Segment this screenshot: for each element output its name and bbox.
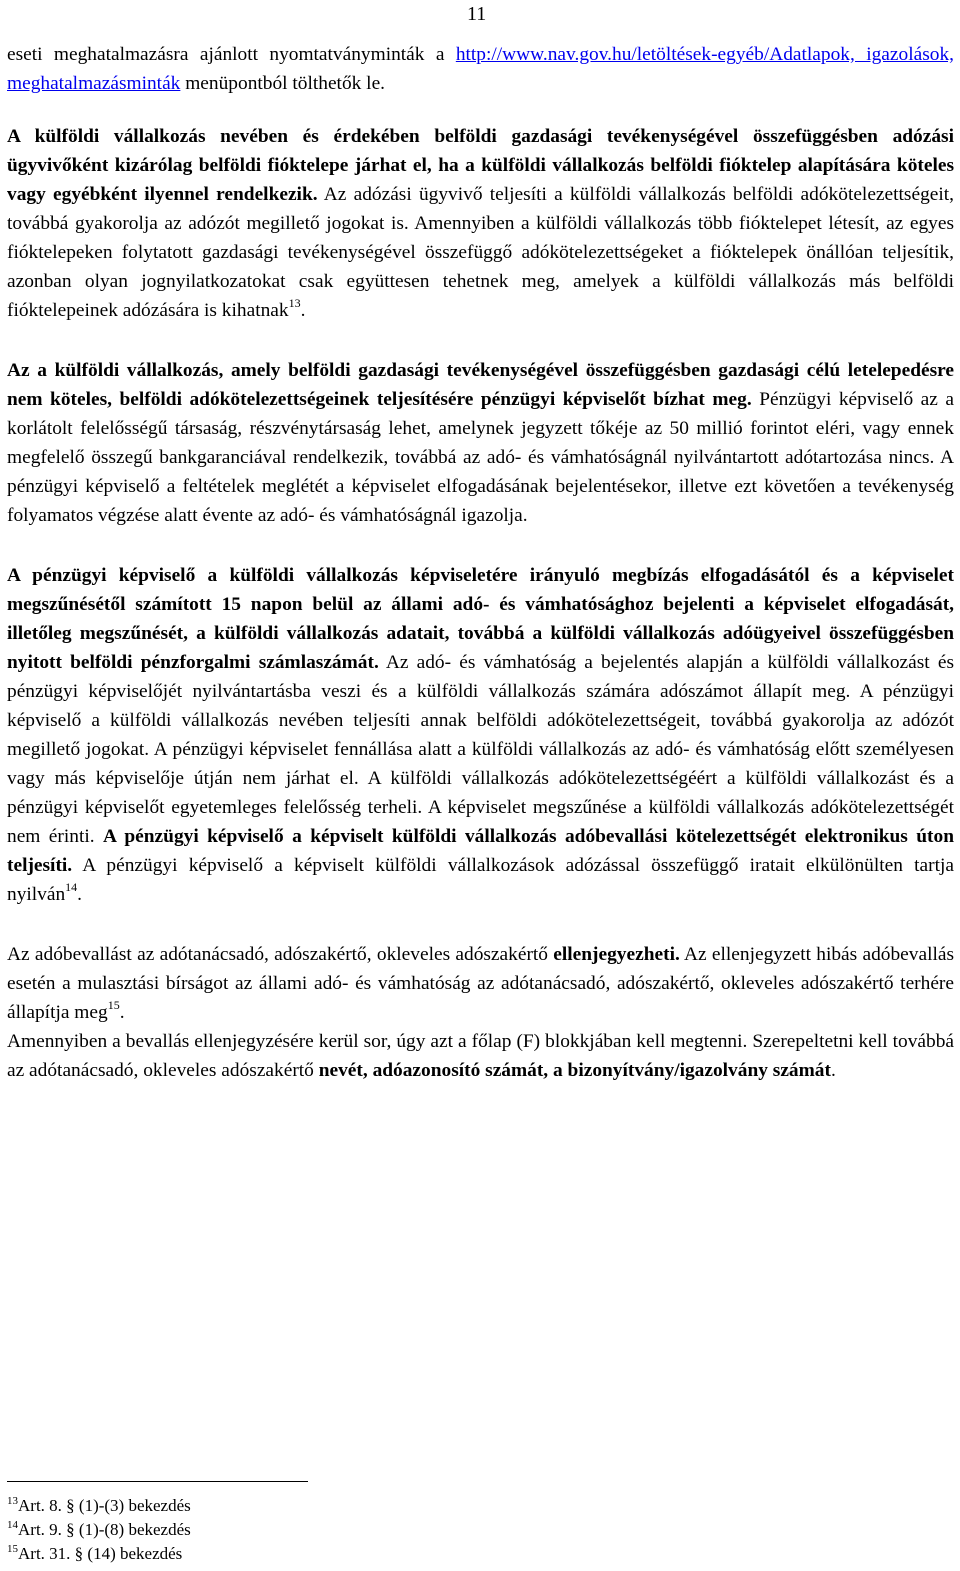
text-run: eseti meghatalmazásra ajánlott nyomtatványminták a — [7, 44, 456, 65]
footnote-ref-14[interactable]: 14 — [65, 880, 78, 894]
bold-run: nevét, adóazonosító számát, a bizonyítvány/igazolvány számát — [318, 1060, 831, 1081]
footnote-separator — [7, 1481, 308, 1482]
bold-run: ellenjegyezheti. — [553, 944, 680, 965]
text-run: Pénzügyi képviselő az a korlátolt felelősségű társaság, részvénytársaság lehet, amelynek jegyzett tőkéje az 50 millió forintot eléri, vagy ennek megfelelő összegű bankgaranciával rendelkezik, továbbá az adó- és vámhatóságnál nyilvántartott adótartozása nincs. A pénzügyi képviselő a feltételek meglétét a képviselet elfogadásának bejelentésekor, illetve ezt követően a tevékenység folyamatos végzése alatt évente az adó- és vámhatóságnál igazolja. — [7, 389, 954, 526]
text-run: Az ellenjegyzett hibás adóbevallás esetén a mulasztási bírságot az állami adó- és vámhatóság az adótanácsadó, adószakértő, okleveles adószakértő terhére állapítja meg — [7, 944, 954, 1023]
page-number: 11 — [467, 3, 487, 25]
bold-run: Az a külföldi vállalkozás, amely belföldi gazdasági tevékenységével összefüggésben gazdasági célú letelepedésre nem köteles, belföldi adókötelezettségeinek teljesítésére pénzügyi képviselőt bízhat meg. — [7, 360, 954, 410]
footnote-number: 14 — [7, 1519, 18, 1531]
bold-run: A külföldi vállalkozás nevében és érdekében belföldi gazdasági tevékenységével összefüggésben adózási ügyvivőként kizárólag belföldi fióktelepe járhat el, ha a külföldi vállalkozás belföldi fióktelep alapítására köteles vagy egyébként ilyennel rendelkezik. — [7, 126, 954, 205]
footnote-13 — [7, 1494, 191, 1518]
text-run: A pénzügyi képviselő a képviselt külföldi vállalkozások adózással összefüggő iratait elkülönülten tartja nyilván — [7, 855, 954, 905]
document-body — [7, 40, 954, 1085]
text-run: Az adózási ügyvivő teljesíti a külföldi vállalkozás belföldi adókötelezettségeit, továbbá gyakorolja az adózót megillető jogokat is. Amennyiben a külföldi vállalkozás több fióktelepet létesít, az egyes fióktelepeken folytatott gazdasági tevékenységével összefüggő adókötelezettségeket a fióktelepek önállóan teljesítik, azonban olyan jognyilatkozatokat csak együttesen tehetnek meg, amelyek a külföldi vállalkozás más belföldi fióktelepeinek adózására is kihatnak — [7, 184, 954, 321]
footnote-14 — [7, 1518, 191, 1542]
text-run: . — [77, 884, 83, 905]
footnote-text: Art. 8. § (1)-(3) bekezdés — [18, 1496, 191, 1515]
footnote-text: Art. 31. § (14) bekezdés — [18, 1544, 183, 1563]
paragraph-countersign-details — [7, 1027, 954, 1085]
footnote-15 — [7, 1542, 191, 1566]
paragraph-countersign — [7, 940, 954, 1027]
paragraph-forms — [7, 40, 954, 98]
text-run: Amennyiben a bevallás ellenjegyzésére kerül sor, úgy azt a főlap (F) blokkjában kell megtenni. Szerepeltetni kell továbbá az adótanácsadó, okleveles adószakértő — [7, 1031, 954, 1081]
paragraph-representative-registration — [7, 561, 954, 909]
footnote-number: 13 — [7, 1495, 18, 1507]
text-run: Az adó- és vámhatóság a bejelentés alapján a külföldi vállalkozást és pénzügyi képviselőjét nyilvántartásba veszi és a külföldi vállalkozás számára adószámot állapít meg. A pénzügyi képviselő a külföldi vállalkozás nevében teljesíti annak belföldi adókötelezettségeit, továbbá gyakorolja az adózót megillető jogokat. A pénzügyi képviselet fennállása alatt a külföldi vállalkozás az adó- és vámhatóság előtt személyesen vagy más képviselője útján nem járhat el. A külföldi vállalkozás adókötelezettségéért a külföldi vállalkozást és a pénzügyi képviselőt egyetemleges felelősség terheli. A képviselet megszűnése a külföldi vállalkozás adókötelezettségét nem érinti. — [7, 652, 954, 847]
bold-run: A pénzügyi képviselő a külföldi vállalkozás képviseletére irányuló megbízás elfogadásától és a képviselet megszűnésétől számított 15 napon belül az állami adó- és vámhatósághoz bejelenti a képviselet elfogadását, illetőleg megszűnését, a külföldi vállalkozás adatait, továbbá a külföldi vállalkozás adóügyeivel összefüggésben nyitott belföldi pénzforgalmi számlaszámát. — [7, 565, 954, 673]
text-run: menüpontból tölthetők le. — [180, 73, 386, 94]
footnote-ref-15[interactable]: 15 — [107, 998, 120, 1012]
footnote-number: 15 — [7, 1543, 18, 1555]
text-run: . — [300, 300, 306, 321]
bold-run: A pénzügyi képviselő a képviselt külföldi vállalkozás adóbevallási kötelezettségét elektronikus úton teljesíti. — [7, 826, 954, 876]
text-run: Az adóbevallást az adótanácsadó, adószakértő, okleveles adószakértő — [7, 944, 554, 965]
paragraph-financial-representative — [7, 356, 954, 530]
footnote-ref-13[interactable]: 13 — [288, 296, 301, 310]
nav-link[interactable]: http://www.nav.gov.hu/letöltések-egyéb/Adatlapok, igazolások, meghatalmazásminták — [7, 44, 954, 94]
paragraph-tax-agent — [7, 122, 954, 325]
text-run: . — [830, 1060, 836, 1081]
text-run: . — [119, 1002, 125, 1023]
footnote-text: Art. 9. § (1)-(8) bekezdés — [18, 1520, 191, 1539]
footnotes — [7, 1494, 191, 1566]
